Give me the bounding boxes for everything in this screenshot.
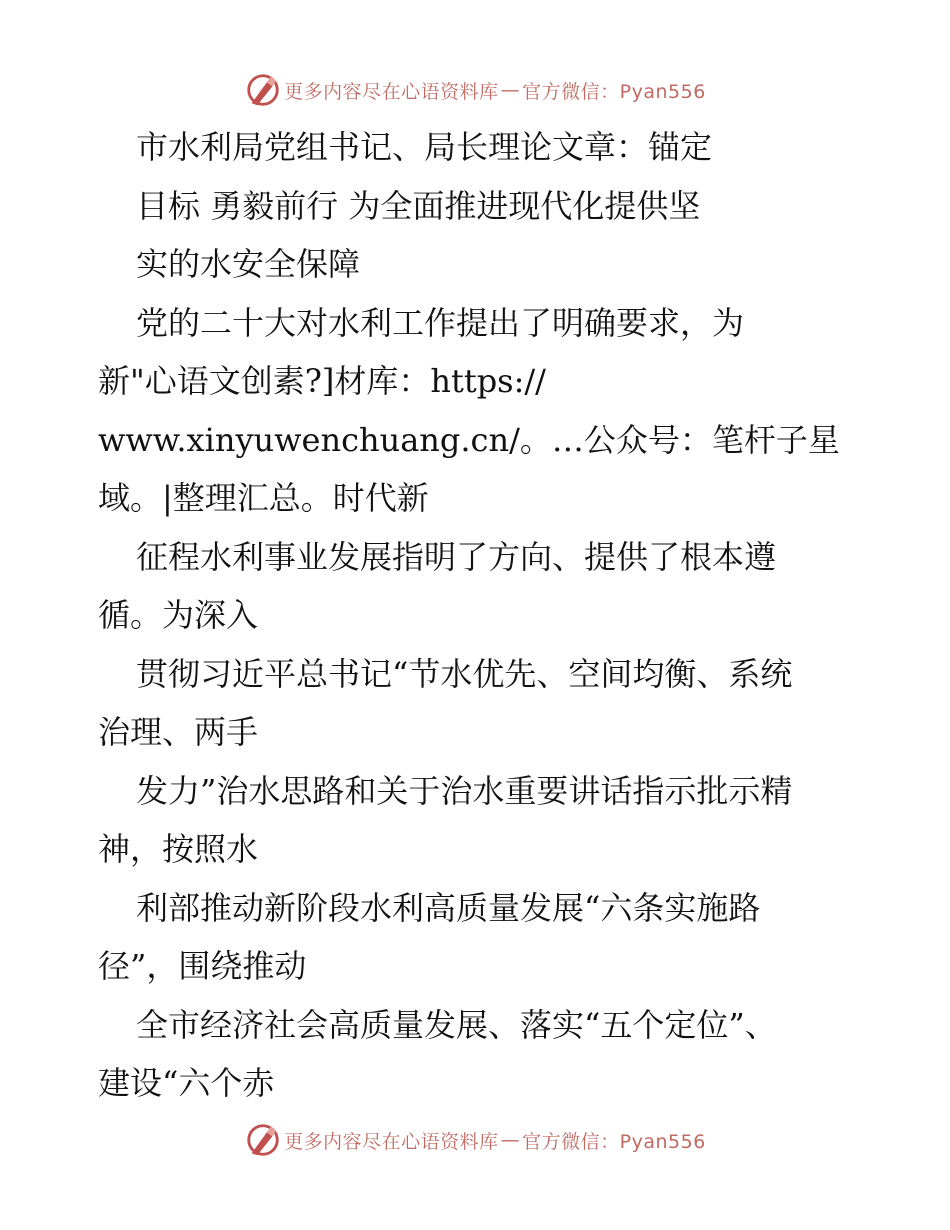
pen-logo-icon (244, 71, 282, 109)
document-body (98, 118, 878, 1113)
banner-text: 更多内容尽在心语资料库 (284, 80, 499, 103)
text-line: 域。|整理汇总。时代新 (98, 479, 429, 517)
text-line: 利部推动新阶段水利高质量发展“六条实施路 (136, 888, 761, 927)
text-line: 径”，围绕推动 (98, 947, 307, 985)
text-line: 目标 勇毅前行 为全面推进现代化提供坚 (136, 186, 701, 225)
banner-text: 更多内容尽在心语资料库 (284, 1130, 499, 1153)
footer-banner (0, 1118, 950, 1162)
banner-wechat: 官方微信：Pyan556 (522, 80, 706, 103)
banner-wechat: 官方微信：Pyan556 (522, 1130, 706, 1153)
text-line: 建设“六个赤 (98, 1064, 275, 1102)
pen-logo-icon (244, 1121, 282, 1159)
text-line: 实的水安全保障 (136, 245, 361, 283)
text-line: 贯彻习近平总书记“节水优先、空间均衡、系统 (136, 654, 793, 693)
header-banner (0, 68, 950, 112)
text-line: 党的二十大对水利工作提出了明确要求，为 (136, 303, 745, 342)
text-line: 全市经济社会高质量发展、落实“五个定位”、 (136, 1005, 777, 1044)
text-line: www.xinyuwenchuang.cn/。…公众号：笔杆子星 (98, 420, 840, 459)
text-line: 新"心语文创素?]材库：https:// (98, 362, 546, 400)
text-line: 征程水利事业发展指明了方向、提供了根本遵 (136, 537, 777, 576)
text-line: 神，按照水 (98, 830, 259, 868)
banner-separator: — (500, 79, 521, 101)
text-line: 发力”治水思路和关于治水重要讲话指示批示精 (136, 771, 793, 810)
text-line: 市水利局党组书记、局长理论文章：锚定 (136, 128, 713, 166)
text-line: 治理、两手 (98, 713, 259, 751)
text-line: 循。为深入 (98, 596, 259, 634)
banner-separator: — (500, 1129, 521, 1151)
